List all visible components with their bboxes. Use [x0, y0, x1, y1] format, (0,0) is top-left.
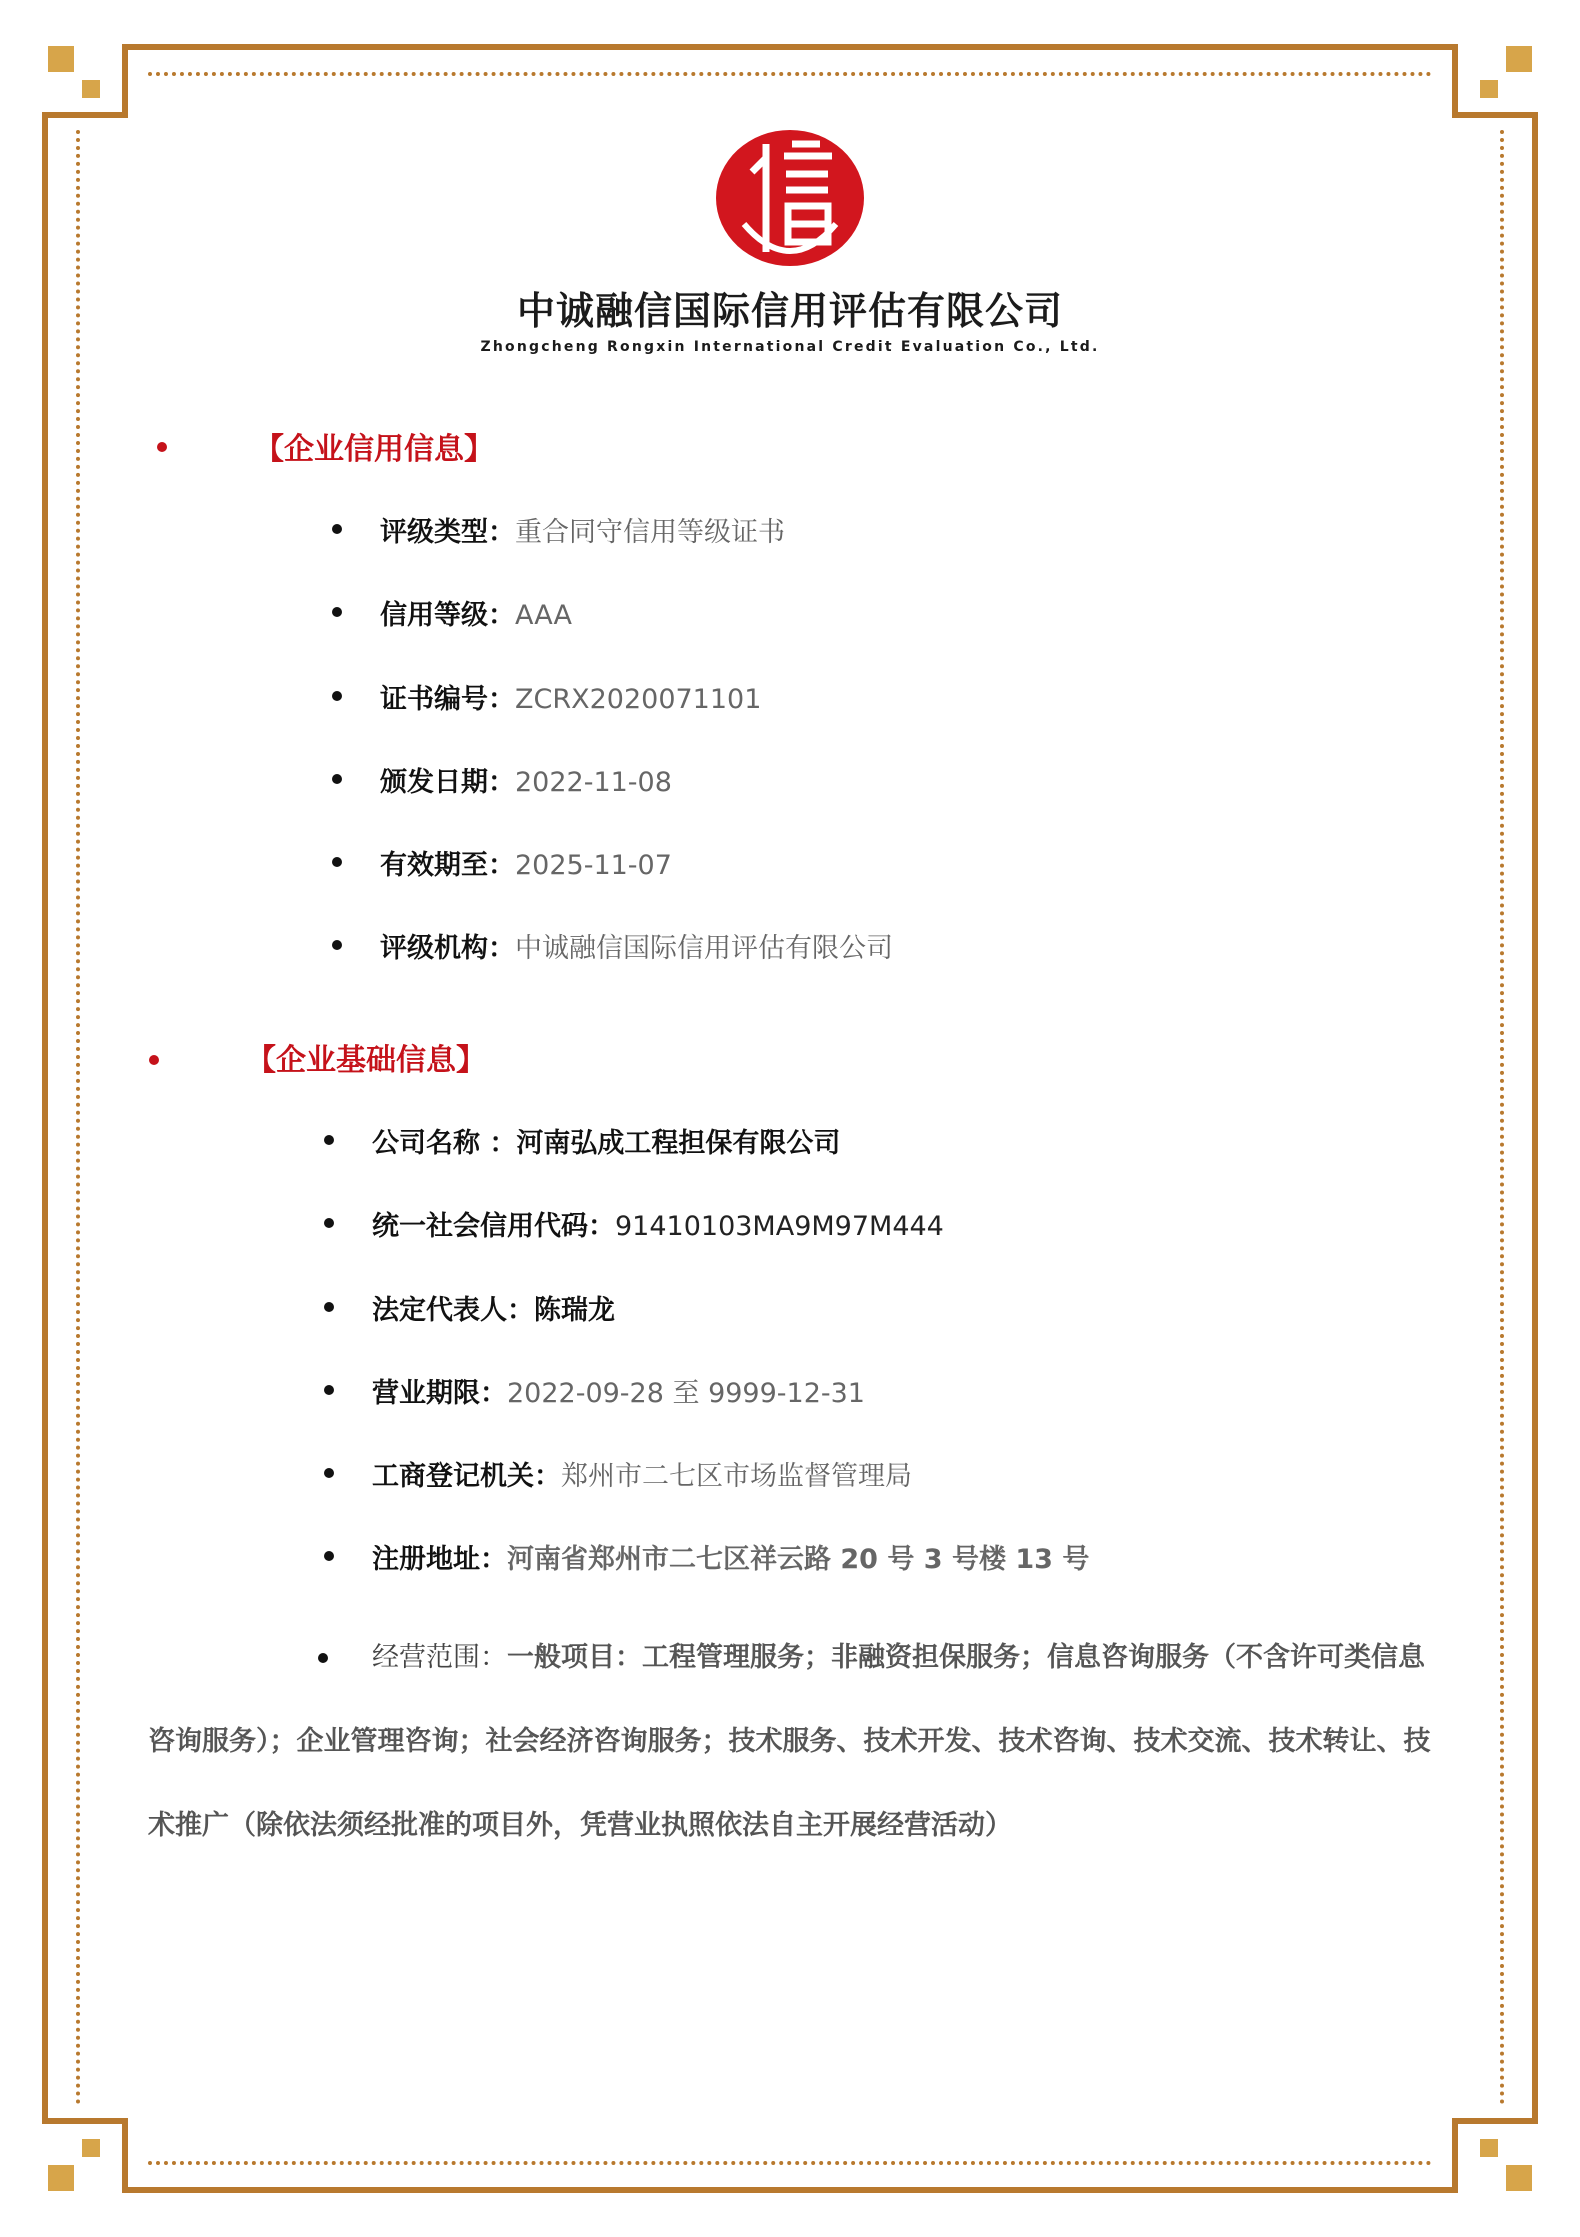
bullet [332, 607, 342, 617]
item-label: 营业期限： [372, 1378, 507, 1409]
item-value: 重合同守信用等级证书 [515, 517, 785, 548]
item-label: 信用等级： [380, 600, 515, 631]
item-value: 91410103MA9M97M444 [615, 1211, 944, 1242]
item-value: 2022-09-28 至 9999-12-31 [507, 1378, 865, 1409]
bullet [332, 940, 342, 950]
company-logo [0, 128, 1580, 355]
section-bullet [157, 442, 167, 452]
bullet [324, 1218, 334, 1228]
item-label: 有效期至： [380, 850, 515, 881]
list-item [380, 760, 672, 799]
credit-seal-icon [714, 128, 866, 268]
item-value: 2022-11-08 [515, 767, 672, 798]
list-item [372, 1121, 840, 1160]
list-item [372, 1371, 865, 1410]
item-label: 颁发日期： [380, 767, 515, 798]
business-scope [148, 1616, 1448, 1868]
list-item [380, 593, 572, 632]
bullet [324, 1135, 334, 1145]
bullet [324, 1551, 334, 1561]
list-item [372, 1288, 615, 1327]
item-label: 评级机构： [380, 933, 515, 964]
bullet [324, 1385, 334, 1395]
item-value: 河南弘成工程担保有限公司 [516, 1128, 841, 1159]
scope-value: 一般项目：工程管理服务；非融资担保服务；信息咨询服务（不含许可类信息咨询服务）；企业管理咨询；社会经济咨询服务；技术服务、技术开发、技术咨询、技术交流、技术转让、技术推广（除依法须经批准的项目外，凭营业执照依法自主开展经营活动） [148, 1642, 1431, 1841]
item-value: AAA [515, 600, 572, 631]
item-value: 中诚融信国际信用评估有限公司 [515, 933, 893, 964]
list-item [380, 677, 761, 716]
item-value: ZCRX2020071101 [515, 684, 762, 715]
item-value: 郑州市二七区市场监督管理局 [561, 1461, 912, 1492]
list-item [380, 843, 672, 882]
scope-label: 经营范围： [372, 1642, 507, 1673]
item-label: 证书编号： [380, 684, 515, 715]
section-title-basic: 【企业基础信息】 [246, 1043, 486, 1078]
list-item [380, 510, 785, 549]
logo-company-name-en: Zhongcheng Rongxin International Credit Evaluation Co., Ltd. [480, 339, 1100, 355]
list-item [372, 1537, 1089, 1576]
section-title-credit: 【企业信用信息】 [254, 432, 494, 467]
list-item [380, 926, 893, 965]
item-label: 统一社会信用代码： [372, 1211, 615, 1242]
bullet [324, 1302, 334, 1312]
bullet [332, 524, 342, 534]
item-label: 法定代表人： [372, 1295, 534, 1326]
list-item [372, 1454, 912, 1493]
bullet [332, 774, 342, 784]
section-bullet [149, 1055, 159, 1065]
bullet [318, 1653, 328, 1663]
item-label: 评级类型： [380, 517, 515, 548]
bullet [332, 857, 342, 867]
item-value: 2025-11-07 [515, 850, 672, 881]
item-label: 注册地址： [372, 1544, 507, 1575]
bullet [332, 691, 342, 701]
item-value: 河南省郑州市二七区祥云路 20 号 3 号楼 13 号 [507, 1544, 1090, 1575]
item-value: 陈瑞龙 [534, 1295, 615, 1326]
item-label: 工商登记机关： [372, 1461, 561, 1492]
bullet [324, 1468, 334, 1478]
logo-company-name: 中诚融信国际信用评估有限公司 [516, 289, 1063, 333]
item-label: 公司名称 ： [372, 1128, 517, 1159]
list-item [372, 1204, 944, 1243]
